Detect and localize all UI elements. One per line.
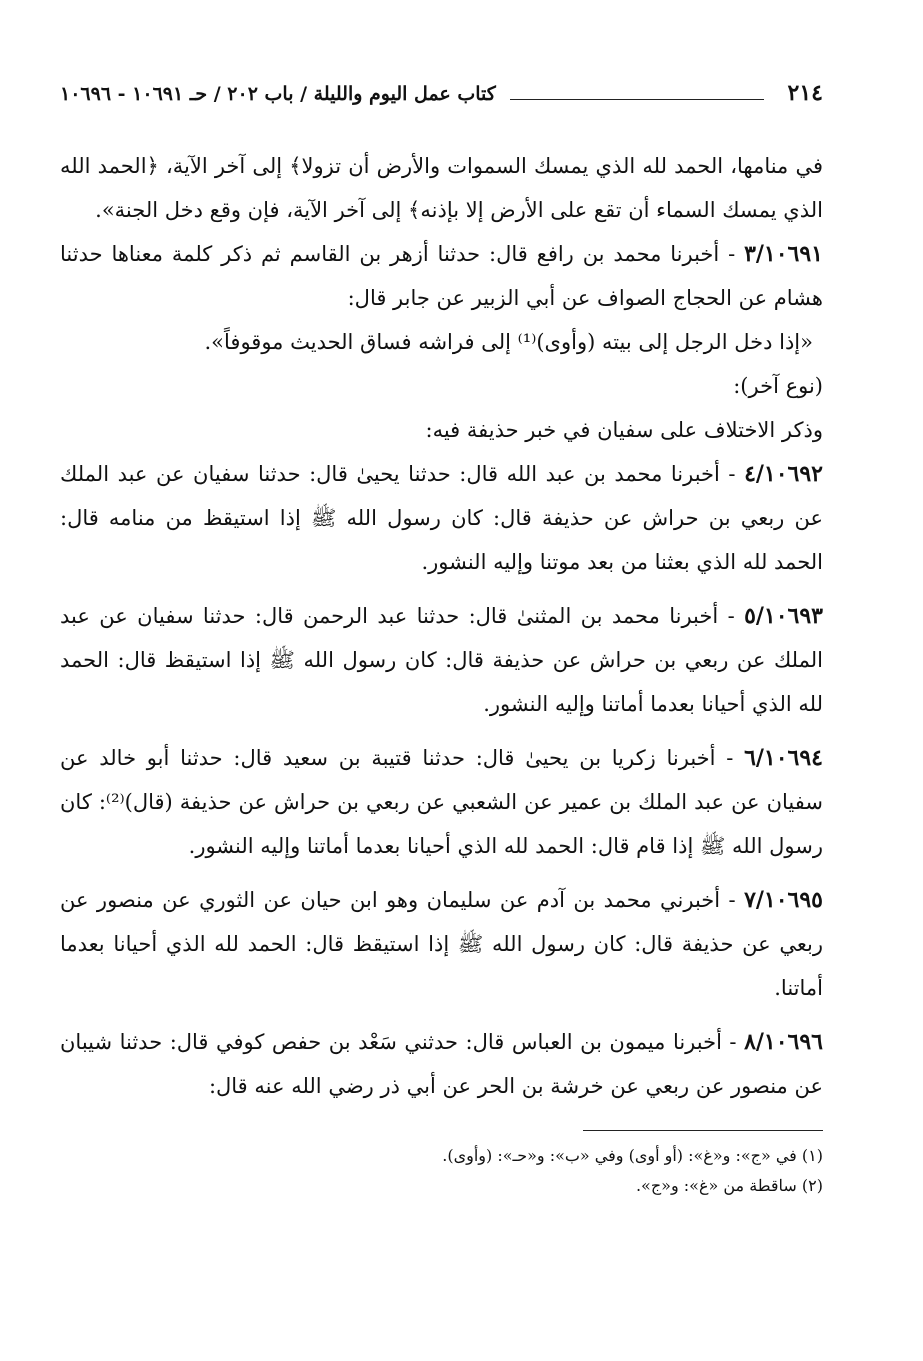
hadith-number: ٧/١٠٦٩٥ xyxy=(744,887,823,913)
paragraph-text: - أخبرنا ميمون بن العباس قال: حدثني سَعْد بن حفص كوفي قال: حدثنا شيبان عن منصور عن ربعي عن خرشة بن الحر عن أبي ذر رضي الله عنه قال: xyxy=(60,1030,823,1098)
paragraph-text: (نوع آخر): xyxy=(733,374,823,398)
hadith-10695 xyxy=(60,878,823,1010)
hadith-10693 xyxy=(60,594,823,726)
main-text xyxy=(60,144,823,1108)
header-rule xyxy=(510,99,764,100)
footnote-1: (١) في «ج»: و«غ»: (أو أوى) وفي «ب»: و«حـ»: (وأوى). xyxy=(442,1146,823,1165)
paragraph-text: وذكر الاختلاف على سفيان في خبر حذيفة فيه: xyxy=(425,418,823,442)
hadith-number: ٨/١٠٦٩٦ xyxy=(744,1029,823,1055)
hadith-number: ٦/١٠٦٩٤ xyxy=(744,745,823,771)
section-heading xyxy=(60,364,823,408)
footnotes xyxy=(60,1141,823,1201)
paragraph-text: في منامها، الحمد لله الذي يمسك السموات والأرض أن تزولا﴾ إلى آخر الآية، ﴿الحمد الله الذي يمسك السماء أن تقع على الأرض إلا بإذنه﴾ إلى آخر الآية، فإن وقع دخل الجنة». xyxy=(60,154,823,222)
page-number: ٢١٤ xyxy=(787,80,823,106)
paragraph-text: - أخبرنا محمد بن رافع قال: حدثنا أزهر بن القاسم ثم ذكر كلمة معناها حدثنا هشام عن الحجاج الصواف عن أبي الزبير عن جابر قال: xyxy=(60,242,823,310)
hadith-quote xyxy=(60,320,823,364)
footnote-rule xyxy=(583,1130,823,1131)
paragraph-text: - أخبرنا زكريا بن يحيىٰ قال: حدثنا قتيبة بن سعيد قال: حدثنا أبو خالد عن سفيان عن عبد الملك بن عمير عن الشعبي عن ربعي بن حراش عن حذيفة (قال)⁽²⁾: كان رسول الله ﷺ إذا قام قال: الحمد لله الذي أحيانا بعدما أماتنا وإليه النشور. xyxy=(60,746,823,858)
section-intro xyxy=(60,408,823,452)
page-header xyxy=(60,82,823,110)
paragraph-text: - أخبرنا محمد بن المثنىٰ قال: حدثنا عبد الرحمن قال: حدثنا سفيان عن عبد الملك عن ربعي بن حراش عن حذيفة قال: كان رسول الله ﷺ إذا استيقظ قال: الحمد لله الذي أحيانا بعدما أماتنا وإليه النشور. xyxy=(60,604,823,716)
paragraph-text: - أخبرني محمد بن آدم عن سليمان وهو ابن حيان عن الثوري عن منصور عن ربعي عن حذيفة قال: كان رسول الله ﷺ إذا استيقظ قال: الحمد لله الذي أحيانا بعدما أماتنا. xyxy=(60,888,823,1000)
hadith-number: ٣/١٠٦٩١ xyxy=(744,241,823,267)
paragraph-text: «إذا دخل الرجل إلى بيته (وأوى)⁽¹⁾ إلى فراشه فساق الحديث موقوفاً». xyxy=(204,330,813,354)
paragraph-continuation xyxy=(60,144,823,232)
hadith-10694 xyxy=(60,736,823,868)
paragraph-text: - أخبرنا محمد بن عبد الله قال: حدثنا يحيىٰ قال: حدثنا سفيان عن عبد الملك عن ربعي بن حراش عن حذيفة قال: كان رسول الله ﷺ إذا استيقظ من منامه قال: الحمد لله الذي بعثنا من بعد موتنا وإليه النشور. xyxy=(60,462,823,574)
footnote-2: (٢) ساقطة من «غ»: و«ج». xyxy=(635,1176,823,1195)
hadith-10692 xyxy=(60,452,823,584)
running-title: كتاب عمل اليوم والليلة / باب ٢٠٢ / حـ ١٠٦٩١ - ١٠٦٩٦ xyxy=(60,83,496,105)
hadith-number: ٥/١٠٦٩٣ xyxy=(744,603,823,629)
hadith-10696 xyxy=(60,1020,823,1108)
hadith-number: ٤/١٠٦٩٢ xyxy=(744,461,823,487)
hadith-10691 xyxy=(60,232,823,320)
